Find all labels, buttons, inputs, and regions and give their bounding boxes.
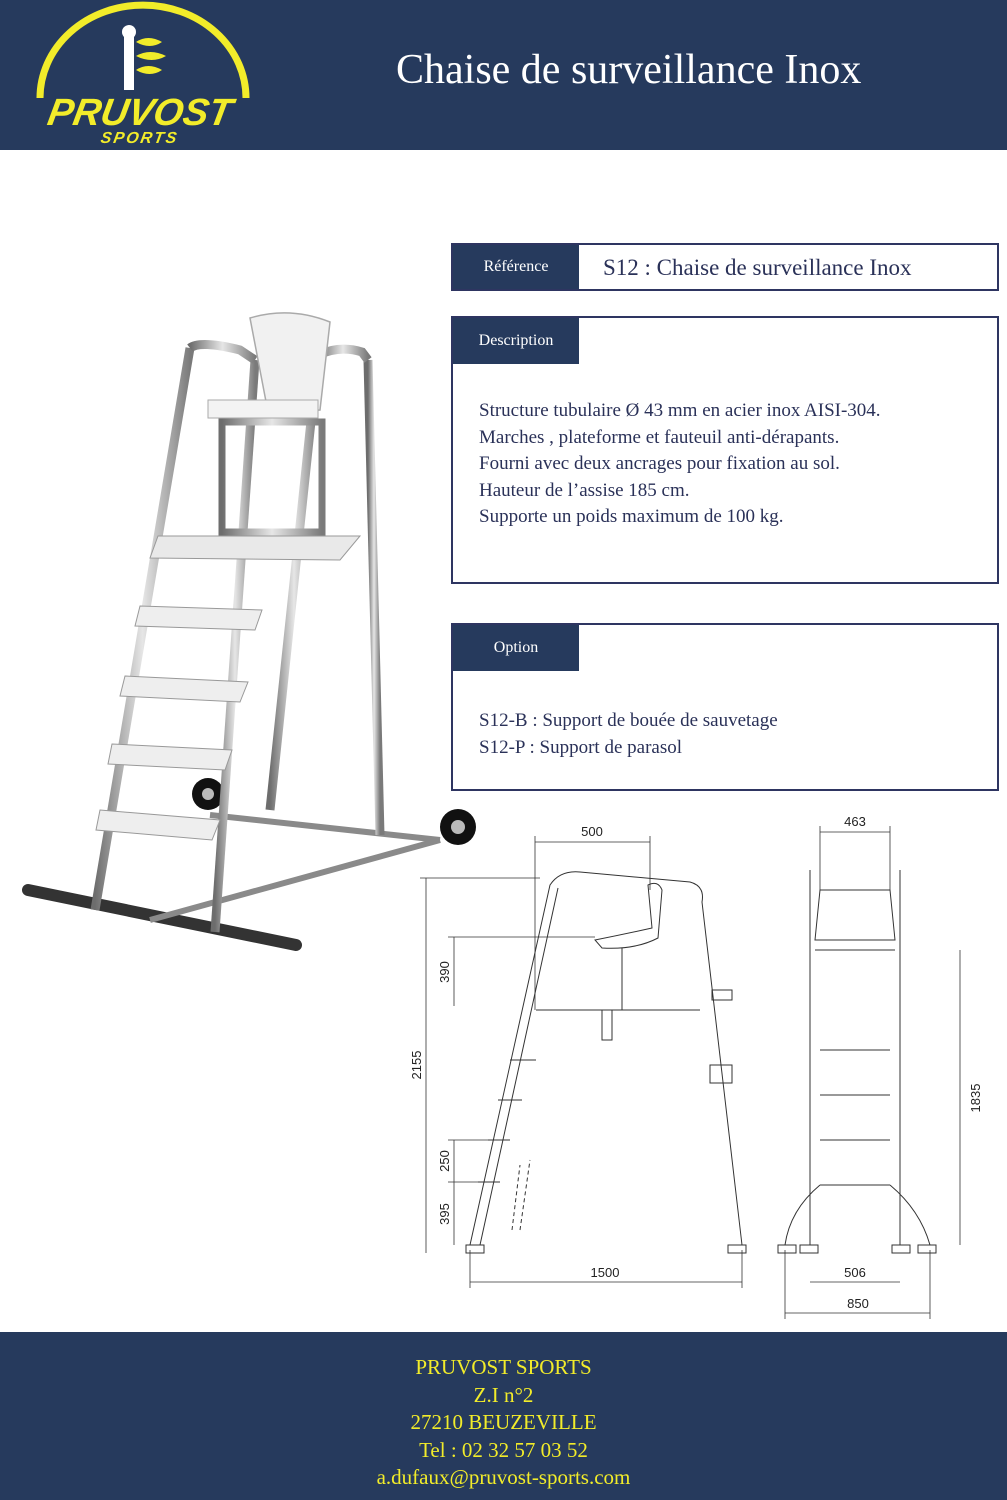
footer-phone: Tel : 02 32 57 03 52: [419, 1437, 588, 1462]
dim-side-top-width: 500: [581, 824, 603, 839]
option-line: S12-B : Support de bouée de sauvetage: [479, 710, 778, 731]
description-line: Marches , plateforme et fauteuil anti-dérapants.: [479, 426, 840, 448]
header-banner: [0, 0, 1007, 150]
pruvost-logo: [0, 0, 290, 150]
reference-box: [451, 243, 999, 291]
description-tab: Description: [453, 318, 579, 364]
dim-first-step: 395: [437, 1203, 452, 1225]
description-line: Supporte un poids maximum de 100 kg.: [479, 506, 784, 527]
page-title: Chaise de surveillance Inox: [396, 47, 862, 93]
technical-drawing: [390, 810, 1007, 1330]
option-line: S12-P : Support de parasol: [479, 737, 683, 758]
description-line: Structure tubulaire Ø 43 mm en acier inox AISI-304.: [479, 400, 881, 421]
logo-text-main: PRUVOST: [44, 91, 236, 134]
description-text: [479, 398, 881, 531]
reference-value: S12 : Chaise de surveillance Inox: [603, 255, 912, 280]
footer-city: 27210 BEUZEVILLE: [410, 1410, 597, 1434]
description-line: Hauteur de l’assise 185 cm.: [479, 479, 690, 501]
option-box: [451, 623, 999, 791]
dim-step-spacing: 250: [437, 1150, 452, 1172]
dim-seat-height-front: 1835: [968, 1083, 983, 1113]
option-text: [479, 707, 778, 761]
dim-front-top-width: 463: [844, 814, 866, 829]
dim-inner-base: 506: [844, 1265, 866, 1280]
description-line: Fourni avec deux ancrages pour fixation au sol.: [479, 453, 840, 474]
footer-email[interactable]: a.dufaux@pruvost-sports.com: [376, 1465, 631, 1489]
footer-banner: [0, 1332, 1007, 1500]
logo-text-sub: SPORTS: [99, 129, 180, 147]
dim-seat-height: 390: [437, 961, 452, 983]
dim-base-length: 1500: [590, 1265, 620, 1280]
footer-contact: [0, 1354, 1007, 1492]
description-box: [451, 316, 999, 584]
footer-company: PRUVOST SPORTS: [415, 1355, 592, 1379]
option-tab: Option: [453, 625, 579, 671]
footer-address: Z.I n°2: [473, 1382, 534, 1407]
dim-total-height: 2155: [409, 1050, 424, 1080]
reference-tab: Référence: [453, 245, 579, 289]
dim-outer-base: 850: [847, 1296, 869, 1311]
